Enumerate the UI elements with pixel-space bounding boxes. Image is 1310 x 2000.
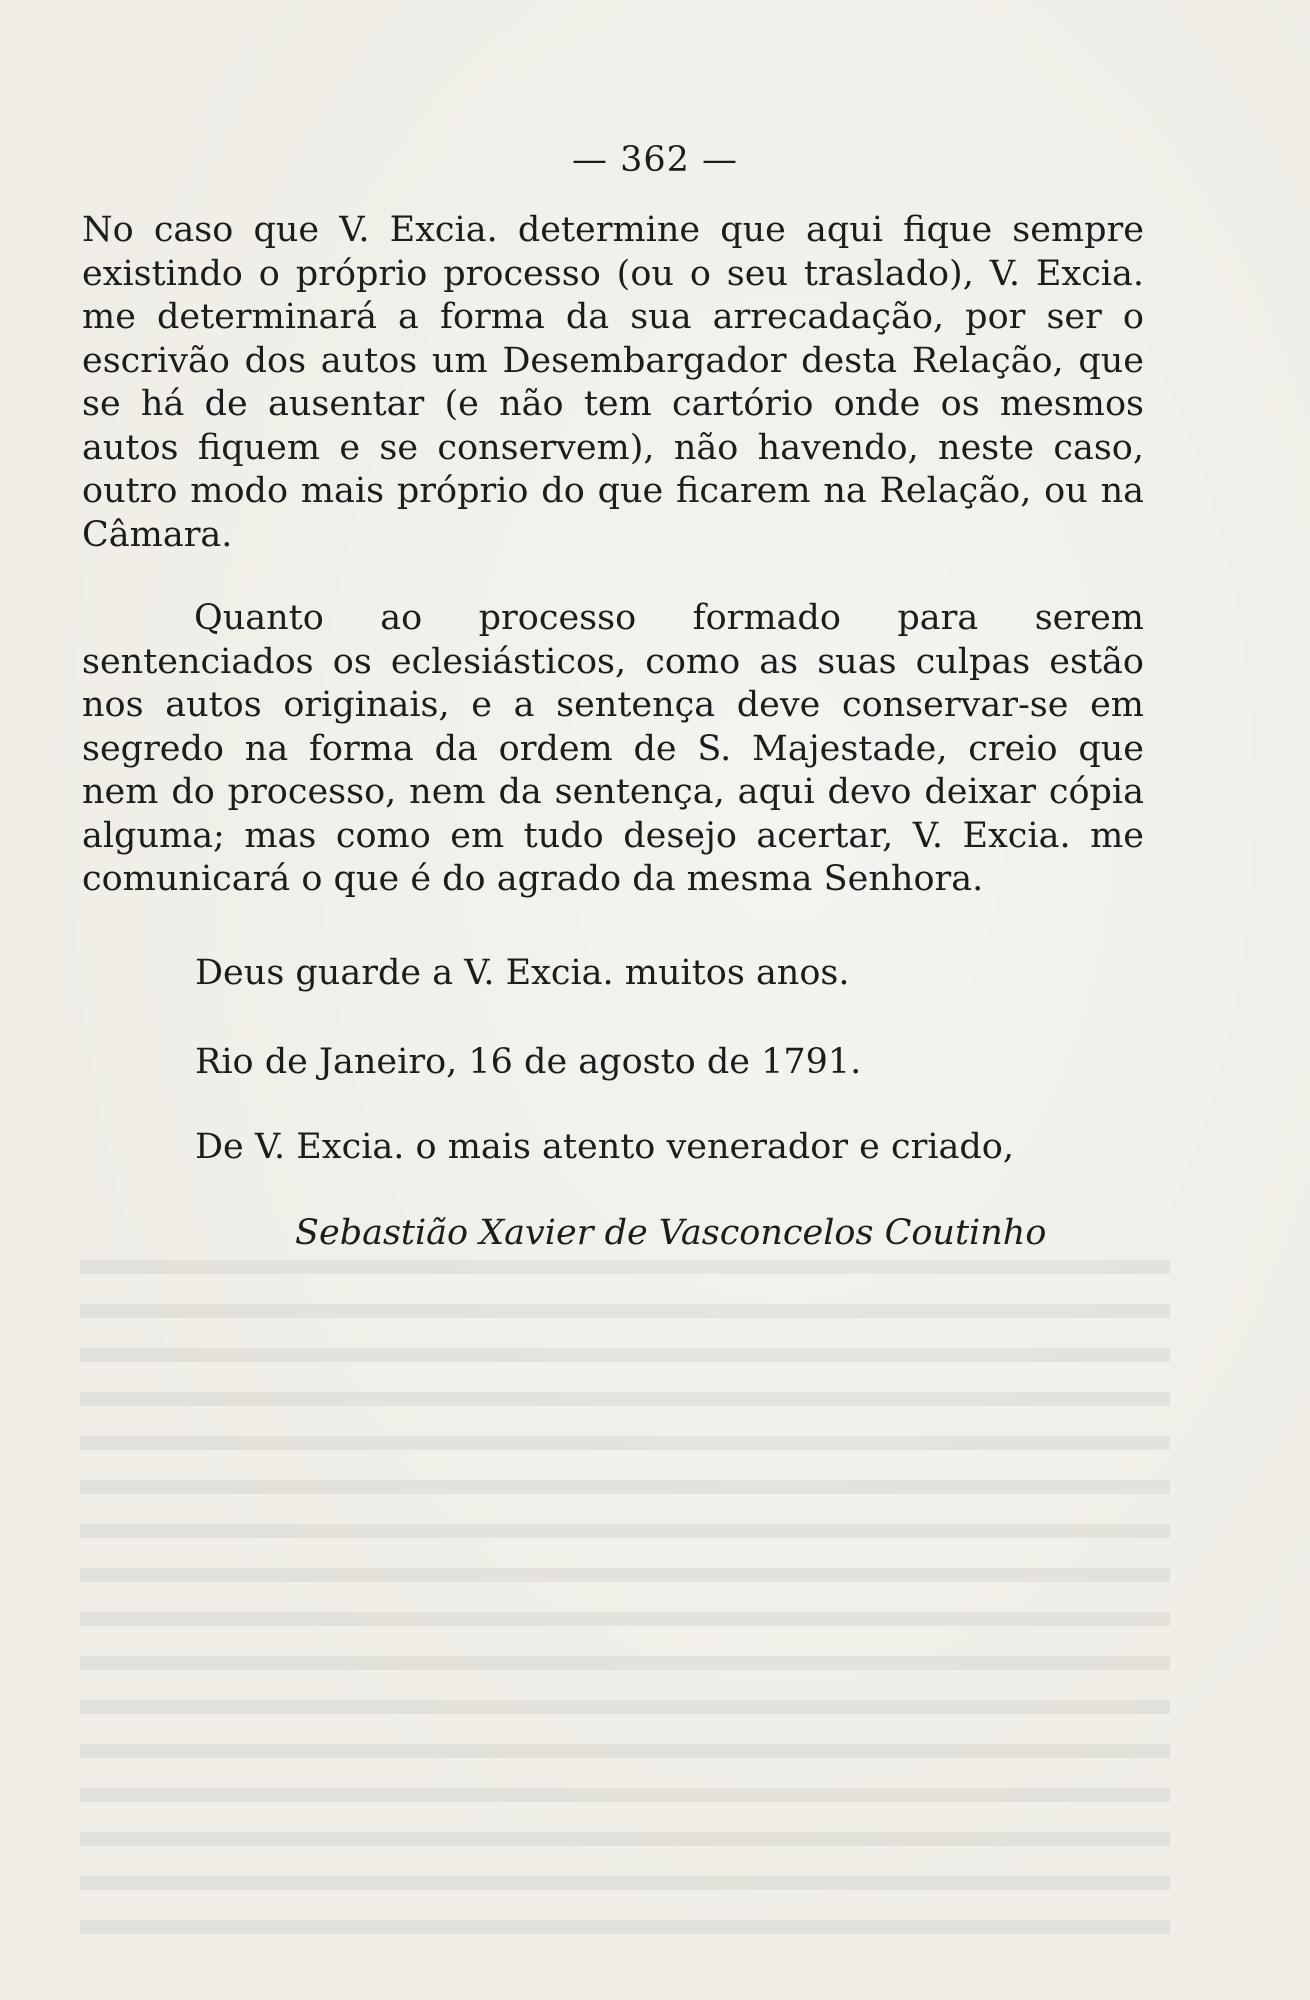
paragraph-1: No caso que V. Excia. determine que aqui fique sempre existindo o próprio processo (ou o seu traslado), V. Excia. me determinará a forma da sua arrecadação, por ser o escrivão dos autos um Desembargador desta Relação, que se há de ausentar (e não tem cartório onde os mesmos autos fiquem e se conservem), não havendo, neste caso, outro modo mais próprio do que ficarem na Relação, ou na Câmara. <box>82 210 1144 555</box>
salutation: De V. Excia. o mais atento venerador e criado, <box>195 1127 1014 1167</box>
show-through-texture <box>80 1260 1170 1960</box>
closing-formula: Deus guarde a V. Excia. muitos anos. <box>195 953 850 993</box>
paragraph-2: Quanto ao processo formado para serem sentenciados os eclesiásticos, como as suas culpas estão nos autos originais, e a sentença deve conservar-se em segredo na forma da ordem de S. Majestade, creio que nem do processo, nem da sentença, aqui devo deixar cópia alguma; mas como em tudo desejo acertar, V. Excia. me comunicará o que é do agrado da mesma Senhora. <box>82 598 1144 899</box>
place-and-date: Rio de Janeiro, 16 de agosto de 1791. <box>195 1042 862 1082</box>
page-number: — 362 — <box>571 140 739 180</box>
signature: Sebastião Xavier de Vasconcelos Coutinho <box>295 1213 1047 1253</box>
